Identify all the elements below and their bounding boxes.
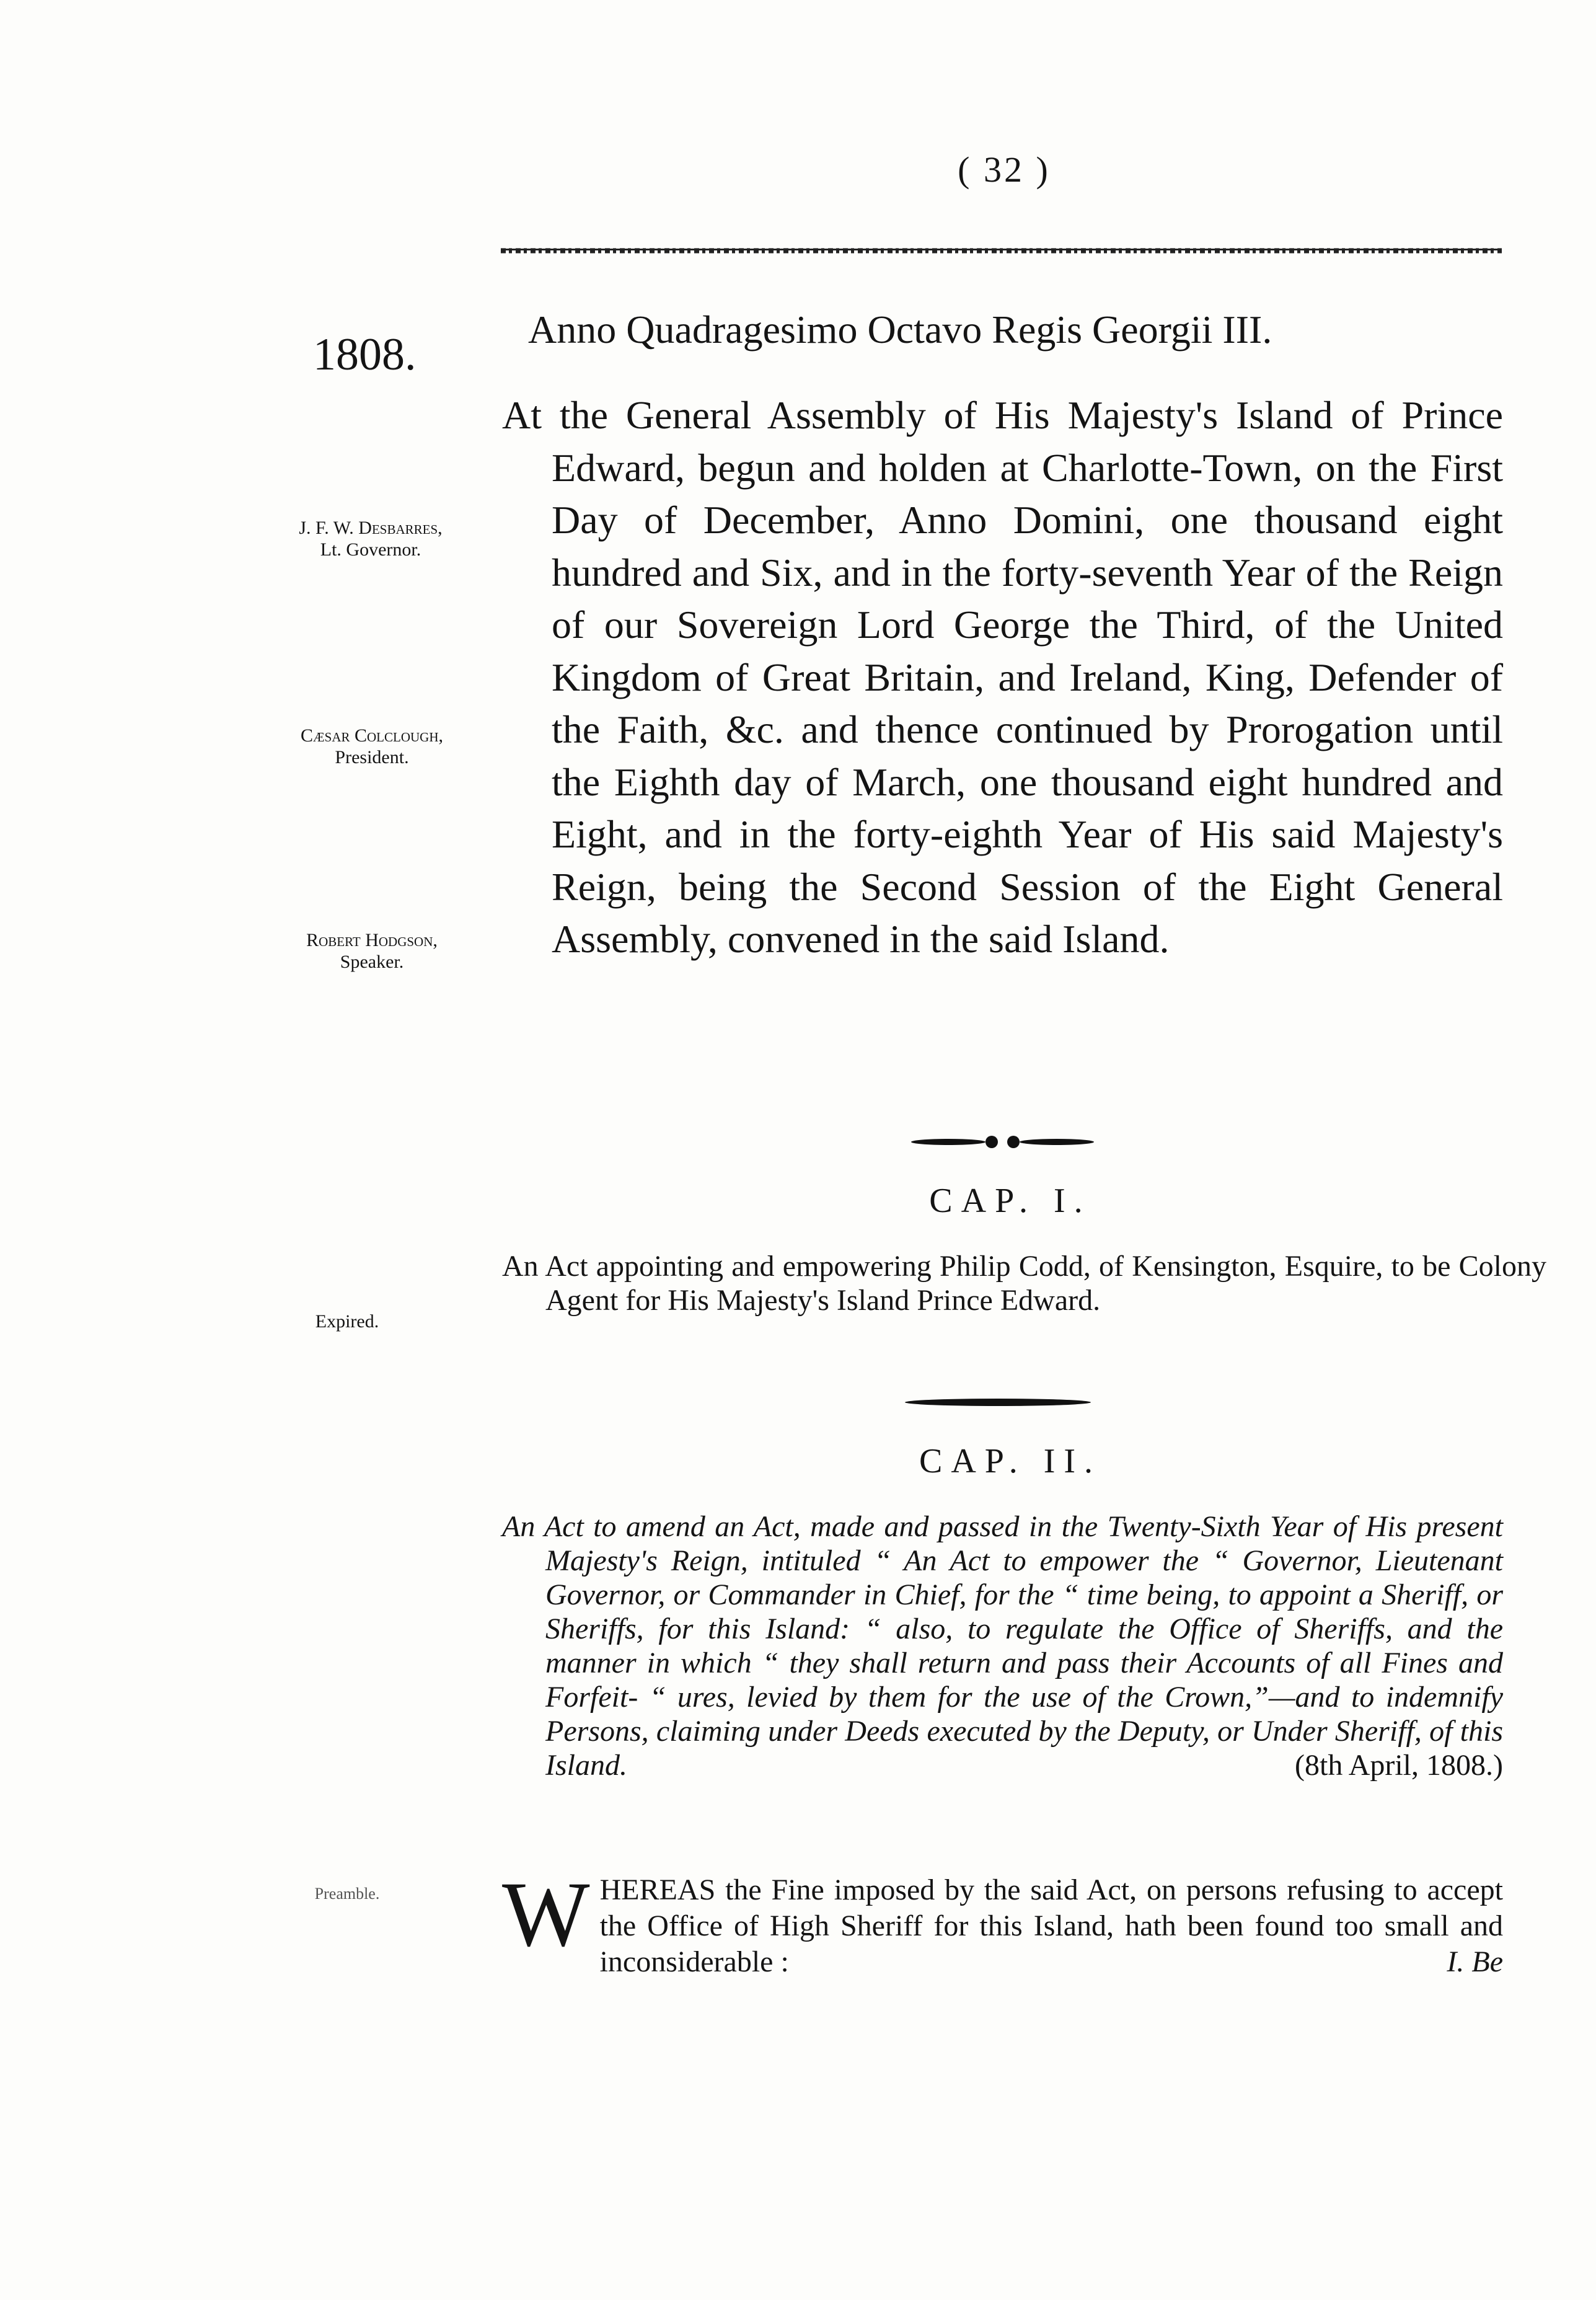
page-number: ( 32 ) bbox=[958, 149, 1051, 190]
margin-governor bbox=[247, 518, 495, 560]
cap2-text bbox=[502, 1510, 1503, 1782]
cap2-heading: CAP. II. bbox=[919, 1442, 1102, 1480]
regnal-title: Anno Quadragesimo Octavo Regis Georgii III. bbox=[528, 307, 1272, 352]
whereas-paragraph bbox=[502, 1863, 1503, 1980]
cap1-text: An Act appointing and empowering Philip Codd, of Kensington, Esquire, to be Colony Agent for His Majesty's Island Prince Edward. bbox=[502, 1250, 1546, 1317]
cap2-block bbox=[502, 1510, 1503, 1782]
whereas-text: HEREAS the Fine imposed by the said Act, on persons refusing to accept the Office of High Sheriff for this Island, hath been found too small and inconsiderable : bbox=[599, 1873, 1503, 1978]
speaker-name: Robert Hodgson, bbox=[306, 930, 438, 950]
governor-title: Lt. Governor. bbox=[320, 539, 421, 560]
speaker-title: Speaker. bbox=[340, 951, 404, 972]
margin-year: 1808. bbox=[313, 329, 417, 380]
cap2-body: An Act to amend an Act, made and passed in the Twenty-Sixth Year of His present Majesty's Reign, intituled “ An Act to empower the “ Governor, Lieutenant Governor, or Commander in Chief, for the “ time being, to appoint a Sheriff, or Sheriffs, for this Island: “ also, to regulate the Office of Sheriffs, and the manner in which “ they shall return and pass their Accounts of all Fines and Forfeit- “ ures, levied by them for the use of the Crown,”—and to indemnify Persons, claiming under Deeds executed by the Deputy, or Under Sheriff, of this Island. bbox=[502, 1510, 1503, 1782]
ornament-divider bbox=[911, 1135, 1097, 1149]
margin-preamble: Preamble. bbox=[314, 1885, 380, 1903]
decorative-rule bbox=[501, 245, 1502, 256]
cap1-heading: CAP. I. bbox=[929, 1182, 1091, 1220]
margin-expired: Expired. bbox=[315, 1311, 379, 1332]
cap2-date: (8th April, 1808.) bbox=[1295, 1749, 1503, 1782]
margin-speaker bbox=[251, 930, 493, 973]
president-title: President. bbox=[335, 746, 409, 767]
governor-name: J. F. W. Desbarres, bbox=[299, 518, 443, 538]
president-name: Cæsar Colclough, bbox=[300, 725, 444, 746]
ornament-divider-2 bbox=[905, 1395, 1091, 1410]
margin-president bbox=[254, 725, 490, 768]
drop-cap: W bbox=[502, 1863, 590, 1966]
catchword: I. Be bbox=[1447, 1945, 1503, 1978]
assembly-paragraph bbox=[502, 389, 1503, 966]
assembly-text: At the General Assembly of His Majesty's Island of Prince Edward, begun and holden at Charlotte-Town, on the First Day of December, Anno Domini, one thousand eight hundred and Six, and in the forty-seventh Year of the Reign of our Sovereign Lord George the Third, of the United Kingdom of Great Britain, and Ireland, King, Defender of the Faith, &c. and thence continued by Prorogation until the Eighth day of March, one thousand eight hundred and Eight, and in the forty-eighth Year of His said Majesty's Reign, being the Second Session of the Eight General Assembly, convened in the said Island. bbox=[502, 393, 1503, 961]
